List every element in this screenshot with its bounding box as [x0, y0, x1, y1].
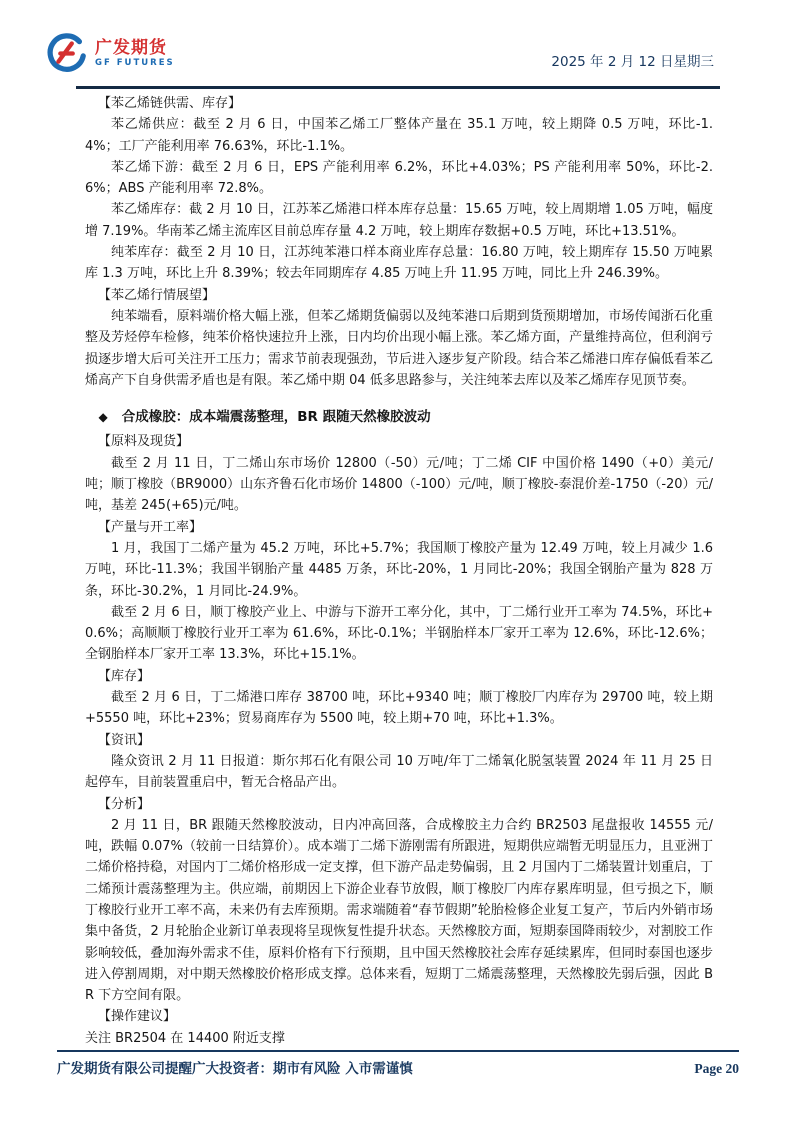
page-header [0, 0, 794, 95]
section-heading: 【原料及现货】 [98, 434, 190, 450]
paragraph: 苯乙烯下游：截至 2 月 6 日，EPS 产能利用率 6.2%，环比+4.03%；PS 产能利用率 50%，环比-2.6%；ABS 产能利用率 72.8%。 [85, 159, 713, 197]
section-heading: 【苯乙烯链供需、库存】 [98, 96, 242, 111]
section-heading: 【操作建议】 [98, 1009, 177, 1025]
paragraph: 纯苯库存：截至 2 月 10 日，江苏纯苯港口样本商业库存总量：16.80 万吨，较上期库存 15.50 万吨累库 1.3 万吨，环比上升 8.39%；较去年同期库存 4.85 万吨上升 11.95 万吨，同比上升 246.39%。 [85, 245, 713, 282]
section-heading: 【分析】 [98, 796, 151, 812]
paragraph: 截至 2 月 6 日，顺丁橡胶产业上、中游与下游开工率分化，其中，丁二烯行业开工率为 74.5%，环比+0.6%；高顺顺丁橡胶行业开工率为 61.6%，环比-0.1%；半钢胎样本厂家开工率为 12.6%，环比-12.6%；全钢胎样本厂家开工率 13.3%，环比+15.1%。 [85, 604, 713, 663]
logo-text [95, 39, 175, 68]
paragraph: 苯乙烯库存：截 2 月 10 日，江苏苯乙烯港口样本库存总量：15.65 万吨，较上周期增 1.05 万吨，幅度增 7.19%。华南苯乙烯主流库区目前总库存量 4.2 万吨，较上期库存数据+0.5 万吨，环比+13.51%。 [85, 202, 713, 239]
paragraph: 关注 BR2504 在 14400 附近支撑 [85, 1030, 285, 1046]
paragraph: 2 月 11 日，BR 跟随天然橡胶波动，日内冲高回落，合成橡胶主力合约 BR2503 尾盘报收 14555 元/吨，跌幅 0.07%（较前一日结算价）。成本端丁二烯下游刚需有所跟进，短期供应端暂无明显压力，且亚洲丁二烯价格持稳，对国内丁二烯价格形成一定支撑，但下游产品走势偏弱，且 2 月国内丁二烯装置计划重启，丁二烯预计震荡整理为主。供应端，前期因上下游企业春节放假，顺丁橡胶厂内库存累库明显，但亏损之下，顺丁橡胶行业开工率不高，未来仍有去库预期。需求端随着“春节假期”轮胎检修企业复工复产，节后内外销市场集中备货，2 月轮胎企业新订单表现将呈现恢复性提升状态。天然橡胶方面，短期泰国降雨较少，对割胶工作影响较低，叠加海外需求不佳，原料价格有下行预期，且中国天然橡胶社会库存延续累库，但同时泰国也逐步进入停割周期，对中期天然橡胶价格形成支撑。总体来看，短期丁二烯震荡整理，天然橡胶先弱后强，因此 BR 下方空间有限。 [85, 817, 713, 1004]
header-divider [76, 86, 720, 89]
paragraph: 截至 2 月 11 日，丁二烯山东市场价 12800（-50）元/吨；丁二烯 CIF 中国价格 1490（+0）美元/吨；顺丁橡胶（BR9000）山东齐鲁石化市场价 14800（-100）元/吨，顺丁橡胶-泰混价差-1750（-20）元/吨，基差 245(+65)元/吨。 [85, 455, 713, 514]
section-title [85, 407, 713, 428]
brand-name-cn: 广发期货 [95, 38, 167, 59]
diamond-bullet-icon: ◆ [98, 410, 108, 425]
paragraph: 苯乙烯供应：截至 2 月 6 日，中国苯乙烯工厂整体产量在 35.1 万吨，较上期降 0.5 万吨，环比-1.4%；工厂产能利用率 76.63%，环比-1.1%。 [85, 117, 713, 154]
paragraph: 隆众资讯 2 月 11 日报道：斯尔邦石化有限公司 10 万吨/年丁二烯氧化脱氢装置 2024 年 11 月 25 日起停车，目前装置重启中，暂无合格品产出。 [85, 753, 713, 791]
page-footer [57, 1050, 739, 1077]
paragraph: 截至 2 月 6 日，丁二烯港口库存 38700 吨，环比+9340 吨；顺丁橡胶厂内库存为 29700 吨，较上期+5550 吨，环比+23%；贸易商库存为 5500 吨，较上期+70 吨，环比+1.3%。 [85, 690, 713, 727]
gf-futures-logo [46, 33, 175, 75]
risk-disclaimer: 广发期货有限公司提醒广大投资者：期市有风险 入市需谨慎 [57, 1061, 413, 1077]
paragraph: 1 月，我国丁二烯产量为 45.2 万吨，环比+5.7%；我国顺丁橡胶产量为 12.49 万吨，较上月减少 1.6 万吨，环比-11.3%；我国半钢胎产量 4485 万条，环比-20%，1 月同比-20%；我国全钢胎产量为 828 万条，环比-30.2%，1 月同比-24.9%。 [85, 540, 713, 599]
paragraph: 纯苯端看，原料端价格大幅上涨，但苯乙烯期货偏弱以及纯苯港口后期到货预期增加，市场传闻浙石化重整及芳烃停车检修，纯苯价格快速拉升上涨，日内均价出现小幅上涨。苯乙烯方面，产量维持高位，但利润亏损逐步增大后可关注开工压力；需求节前表现强劲，节后进入逐步复产阶段。结合苯乙烯港口库存偏低看苯乙烯高产下自身供需矛盾也是有限。苯乙烯中期 04 低多思路参与，关注纯苯去库以及苯乙烯库存见顶节奏。 [85, 308, 713, 388]
report-date: 2025 年 2 月 12 日星期三 [551, 54, 714, 70]
section-heading: 【资讯】 [98, 732, 151, 748]
gf-logo-swoosh-icon [46, 33, 88, 75]
section-heading: 【产量与开工率】 [98, 519, 203, 535]
page-number: Page 20 [694, 1061, 739, 1076]
section-title-text: 合成橡胶：成本端震荡整理，BR 跟随天然橡胶波动 [121, 409, 431, 426]
brand-name-en: GF FUTURES [95, 57, 175, 68]
section-heading: 【苯乙烯行情展望】 [98, 287, 216, 303]
section-heading: 【库存】 [98, 668, 151, 684]
document-body [85, 93, 713, 1049]
